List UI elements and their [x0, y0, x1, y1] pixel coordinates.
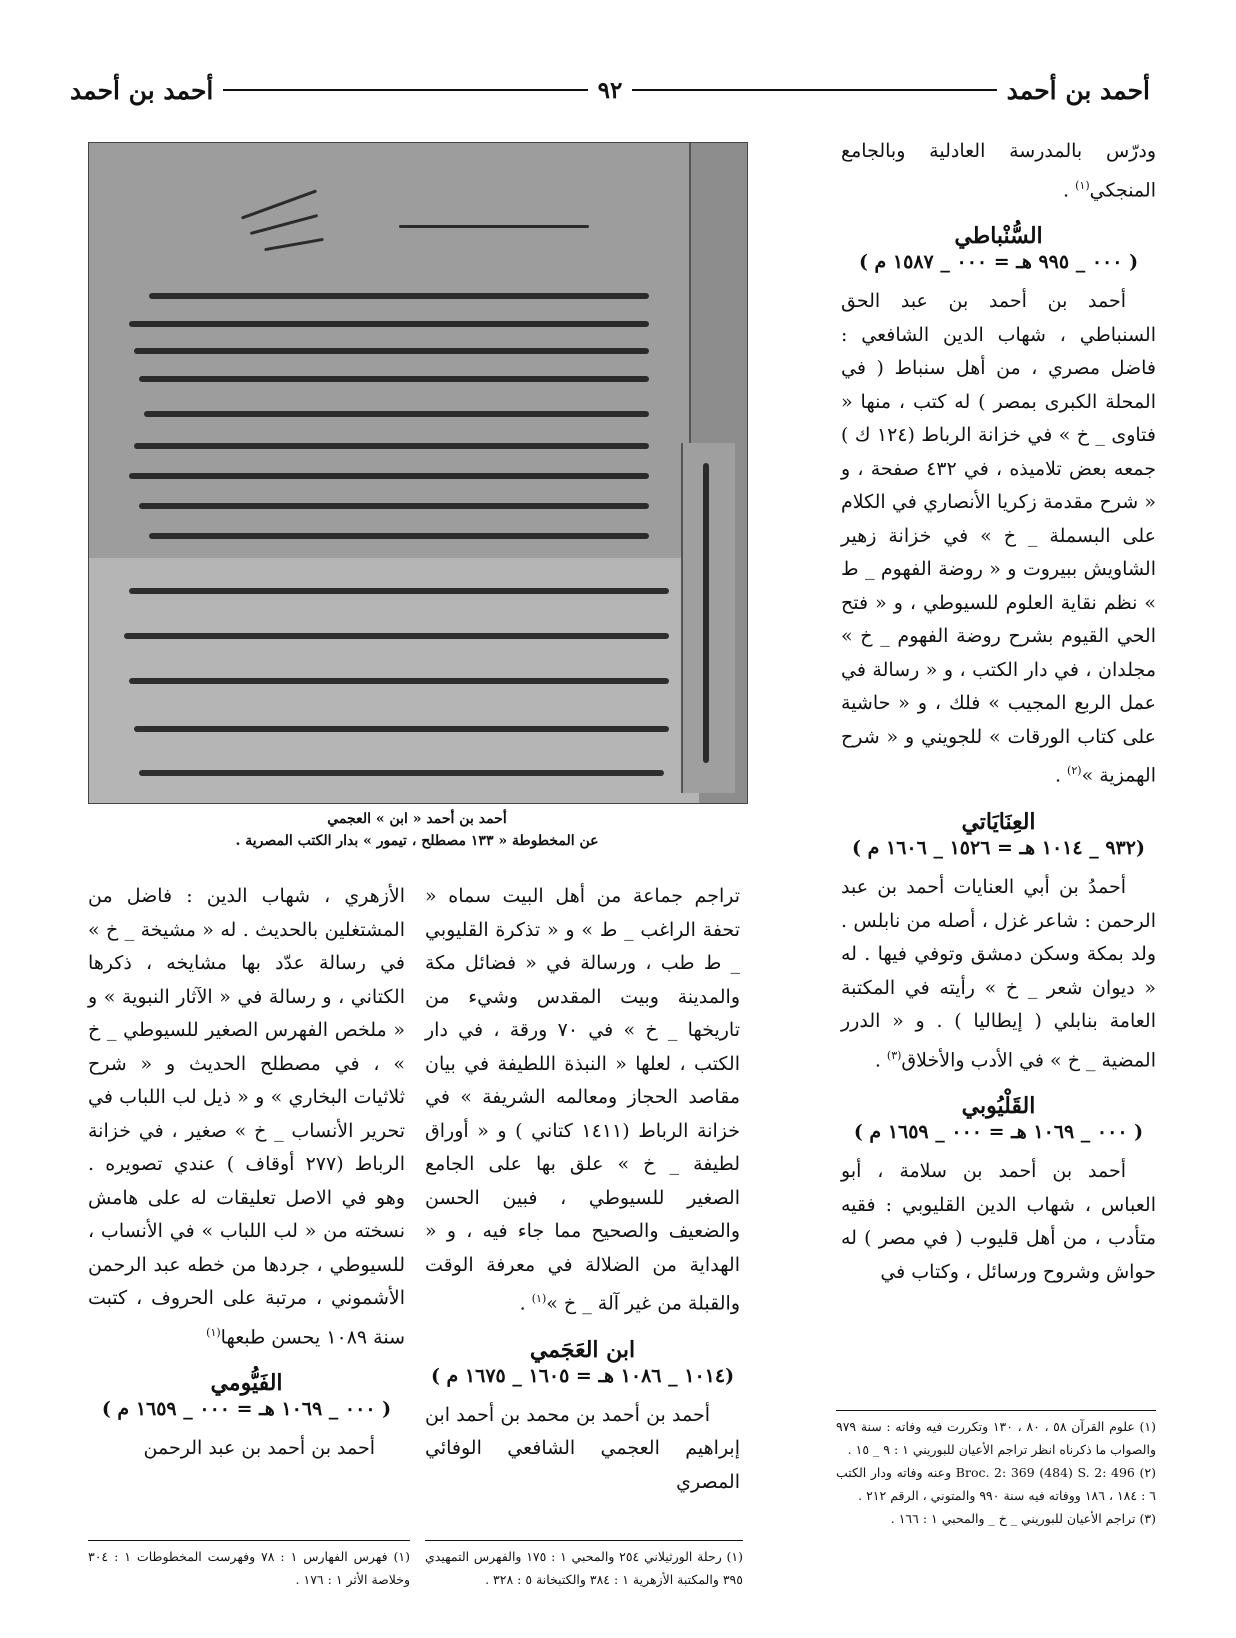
entry-dates-ajami: (١٠١٤ _ ١٠٨٦ هـ = ١٦٠٥ _ ١٦٧٥ م ) [430, 1364, 735, 1387]
footnote: (٣) تراجم الأعيان للبوريني _ خ _ والمحبي ١ : ١٦٦ . [890, 1511, 1156, 1526]
entry-title-sunbati: السُّنْباطي [954, 223, 1043, 250]
entry-title-inayati: العِنَايَاتي [961, 809, 1036, 836]
caption-line-2: عن المخطوطة « ١٣٣ مصطلح ، تيمور » بدار الكتب المصرية . [235, 833, 599, 849]
manuscript-page-lower [89, 558, 699, 803]
header-rule-right [632, 89, 996, 91]
middle-lower-column [425, 880, 740, 1499]
continuation-text-left: الأزهري ، شهاب الدين : فاضل من المشتغلين بالحديث . له « مشيخة _ خ » في رسالة عدّد بها مشايخه ، ذكرها الكتاني ، و رسالة في « الآثار النبوية » و « ملخص الفهرس الصغير للسيوطي _ خ » ، في مصطلح الحديث و « شرح ثلاثيات البخاري » و « ذيل لب اللباب في تحرير الأنساب _ خ » صغير ، في خزانة الرباط (٢٧٧ أوقاف ) عندي تصويره . وهو في الاصل تعليقات له على هامش نسخته من « لب اللباب » في الأنساب ، للسيوطي ، جردها من خطه عبد الرحمن الأشموني ، مرتبة على الحروف ، كتبت سنة ١٠٨٩ يحسن طبعها$^{(١)}$ [88, 885, 405, 1348]
entry-title-qalyubi: القَلْيُوبي [961, 1093, 1036, 1120]
manuscript-margin-note [681, 443, 735, 793]
footnote: (١) فهرس الفهارس ١ : ٧٨ وفهرست المخطوطات ١ : ٣٠٤ وخلاصة الأثر ١ : ١٧٦ . [88, 1549, 410, 1587]
footnote: (٢) Broc. 2: 369 (484) S. 2: 496 وعنه وفاته ودار الكتب ٦ : ١٨٤ ، ١٨٦ ووفاته فيه سنة ٩٩٠ والمتوني ، الرقم ٢١٢ . [836, 1465, 1156, 1503]
entry-body-ajami: أحمد بن أحمد بن محمد بن أحمد ابن إبراهيم العجمي الشافعي الوفائي المصري [425, 1403, 740, 1493]
entry-dates-sunbati: ( ٠٠٠ _ ٩٩٥ هـ = ٠٠٠ _ ١٥٨٧ م ) [858, 251, 1139, 274]
continuation-text-middle: تراجم جماعة من أهل البيت سماه « تحفة الراغب _ ط » و « تذكرة القليوبي _ ط طب ، ورسالة في « فضائل مكة والمدينة وبيت المقدس وشيء من تاريخها _ خ » في ٧٠ ورقة ، في دار الكتب ، لعلها « النبذة اللطيفة في بيان مقاصد الحجاز ومعالمه الشريفة » في خزانة الرباط (١٤١١ كتاني ) و « أوراق لطيفة _ خ » علق بها على الجامع الصغير للسيوطي ، فبين الحسن والضعيف والصحيح مما جاء فيه ، و « الهداية من الضلالة في معرفة الوقت والقبلة من غير آلة _ خ »$^{(١)}$ . [425, 885, 740, 1315]
caption-line-1: أحمد بن أحمد « ابن » العجمي [327, 811, 507, 827]
manuscript-page-upper [89, 143, 691, 570]
entry-body-sunbati: أحمد بن أحمد بن عبد الحق السنباطي ، شهاب الدين الشافعي : فاضل مصري ، من أهل سنباط ( في المحلة الكبرى بمصر ) له كتب ، منها « فتاوى _ خ » في خزانة الرباط (١٢٤ ك ) جمعه بعض تلاميذه ، في ٤٣٢ صفحة ، و « شرح مقدمة زكريا الأنصاري في الكلام على البسملة _ خ » في خزانة زهير الشاويش ببيروت و « روضة الفهوم _ ط » نظم نقاية العلوم للسيوطي ، و « فتح الحي القيوم بشرح روضة الفهوم _ خ » مجلدان ، في دار الكتب ، و « رسالة في عمل الربع المجيب » فلك ، و « حاشية على كتاب الورقات » للجويني و « شرح الهمزية »$^{(٢)}$ . [841, 290, 1157, 787]
entry-body-inayati: أحمدُ بن أبي العنايات أحمد بن عبد الرحمن : شاعر غزل ، أصله من نابلس . ولد بمكة وسكن دمشق وتوفي فيها . له « ديوان شعر _ خ » رأيته في المكتبة العامة بنابلي ( إيطاليا ) . و « الدرر المضية _ خ » في الأدب والأخلاق$^{(٣)}$ . [841, 876, 1156, 1071]
footnotes-middle [425, 1540, 743, 1591]
entry-dates-inayati: (٩٣٢ _ ١٠١٤ هـ = ١٥٢٦ _ ١٦٠٦ م ) [852, 837, 1145, 860]
running-header [70, 70, 1150, 110]
entry-dates-qalyubi: ( ٠٠٠ _ ١٠٦٩ هـ = ٠٠٠ _ ١٦٥٩ م ) [853, 1121, 1144, 1144]
footnote: (١) علوم القرآن ٥٨ ، ٨٠ ، ١٣٠ وتكررت فيه وفاته : سنة ٩٧٩ والصواب ما ذكرناه انظر تراجم الأعيان للبوريني ١ : ٩ _ ١٥ . [836, 1419, 1157, 1457]
header-rule-left [223, 89, 587, 91]
footnotes-right [836, 1410, 1156, 1530]
continuation-text: ودرّس بالمدرسة العادلية وبالجامع المنجكي$^{(١)}$ . [841, 140, 1156, 201]
header-left-title: أحمد بن أحمد [70, 75, 214, 105]
entry-title-ajami: ابن العَجَمي [529, 1336, 636, 1363]
entry-body-fayyumi: أحمد بن أحمد بن عبد الرحمن [143, 1437, 375, 1460]
entry-dates-fayyumi: ( ٠٠٠ _ ١٠٦٩ هـ = ٠٠٠ _ ١٦٥٩ م ) [101, 1398, 392, 1421]
header-right-title: أحمد بن أحمد [1006, 75, 1150, 105]
manuscript-image [88, 142, 748, 804]
footnote: (١) رحلة الورثيلاني ٢٥٤ والمحبي ١ : ١٧٥ والفهرس التمهيدي ٣٩٥ والمكتبة الأزهرية ١ : ٣٨٤ والكتبخانة ٥ : ٣٢٨ . [425, 1549, 743, 1587]
page-number: ٩٢ [597, 76, 623, 104]
left-lower-column [88, 880, 405, 1466]
figure-caption [88, 808, 746, 852]
footnotes-left [88, 1540, 410, 1591]
entry-title-fayyumi: الفَيُّومي [210, 1370, 283, 1397]
right-column [841, 135, 1156, 1289]
entry-body-qalyubi: أحمد بن أحمد بن سلامة ، أبو العباس ، شهاب الدين القليوبي : فقيه متأدب ، من أهل قليوب ( في مصر ) له حواش وشروح ورسائل ، وكتاب في [841, 1160, 1156, 1283]
